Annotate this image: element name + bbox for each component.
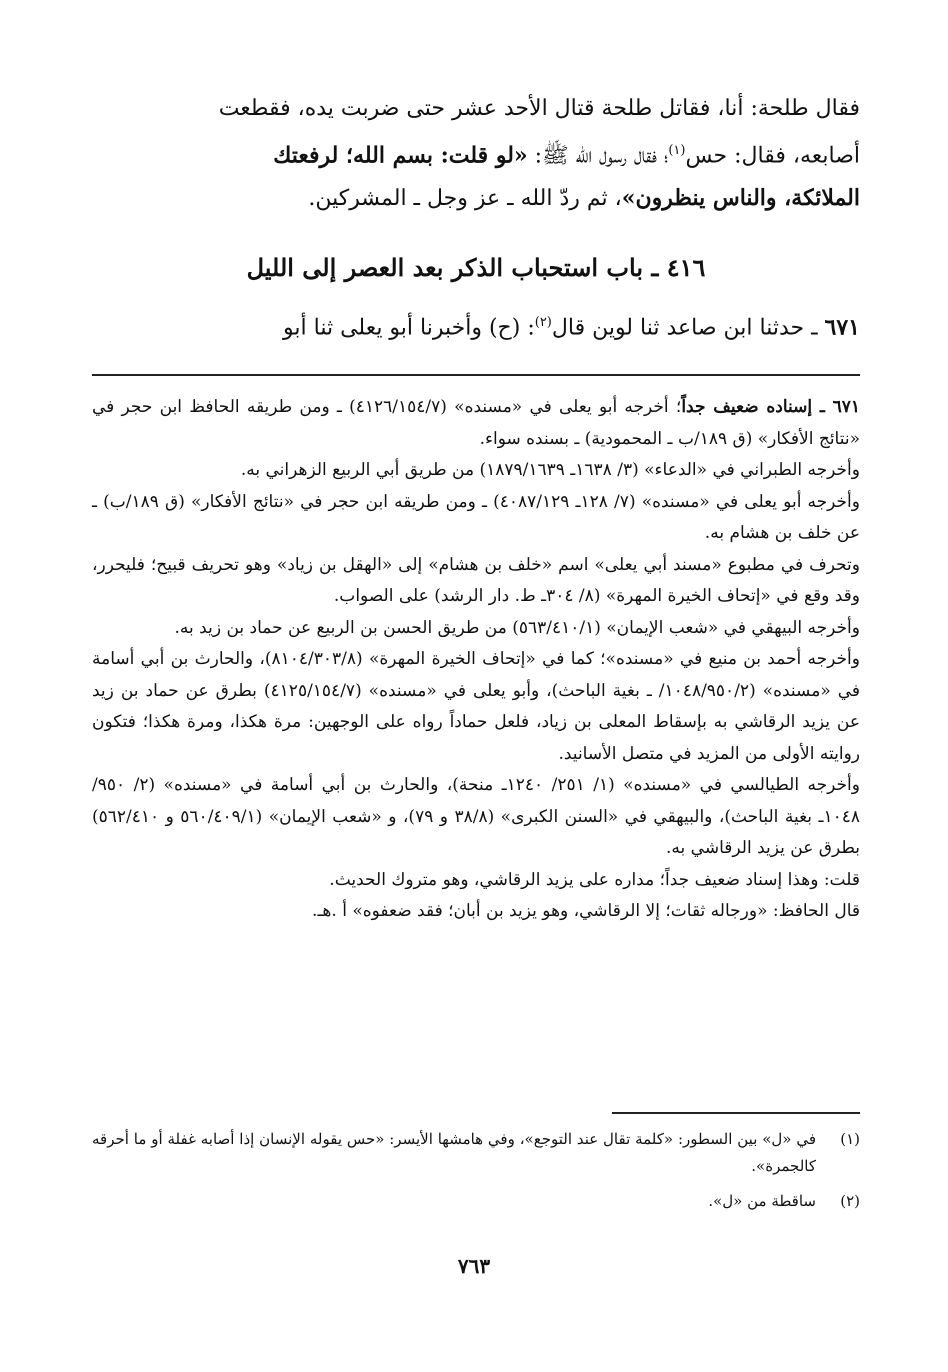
footnote-ref-2[interactable]: (٢) <box>534 315 552 331</box>
takhrij-para: وتحرف في مطبوع «مسند أبي يعلى» اسم «خلف بن هشام» إلى «الهقل بن زياد» وهو تحريف قبيح؛ فليحرر، وقد وقع في «إتحاف الخيرة المهرة» (٨/ ٣٠٤ـ ط. دار الرشد) على الصواب. <box>92 554 860 606</box>
main-line-2: أصابعه، فقال: حس$^{(١)}$؛ فقال رسول الله ﷺ: «لو قلت: بسم الله؛ لرفعتك <box>273 142 860 169</box>
takhrij-section <box>92 392 860 928</box>
footnote-1 <box>92 1126 860 1180</box>
takhrij-para: ٦٧١ ـ إسناده ضعيف جداً؛ أخرجه أبو يعلى في «مسنده» (٤١٢٦/١٥٤/٧) ـ ومن طريقه الحافظ ابن حجر في «نتائج الأفكار» (ق ١٨٩/ب ـ المحمودية) ـ بسنده سواء. <box>92 397 860 449</box>
footnote-text: في «ل» بين السطور: «كلمة تقال عند التوجع»، وفي هامشها الأيسر: «حس يقوله الإنسان إذا أصابه غفلة أو ما أحرقه كالجمرة». <box>92 1130 816 1175</box>
takhrij-para: وأخرجه الطبراني في «الدعاء» (٣/ ١٦٣٨ـ ١٨٧٩/١٦٣٩) من طريق أبي الربيع الزهراني به. <box>240 460 860 480</box>
hadith-opening: ٦٧١ ـ حدثنا ابن صاعد ثنا لوين قال$^{(٢)}$: (ح) وأخبرنا أبو يعلى ثنا أبو <box>283 314 860 341</box>
hadith-number: ٦٧١ <box>824 314 860 341</box>
page-number: ٧٦٣ <box>457 1254 491 1278</box>
takhrij-para: وأخرجه أحمد بن منيع في «مسنده»؛ كما في «إتحاف الخيرة المهرة» (٨١٠٤/٣٠٣/٨)، والحارث بن أبي أسامة في «مسنده» (١٠٤٨/٩٥٠/٢/ ـ بغية الباحث)، وأبو يعلى في «مسنده» (٤١٢٥/١٥٤/٧) بطرق عن حماد بن زيد عن يزيد الرقاشي به بإسقاط المعلى بن زياد، فلعل حماداً رواه على الوجهين: مرة هكذا، ومرة هكذا؛ فتكون روايته الأولى من المزيد في متصل الأسانيد. <box>92 649 861 764</box>
main-line-3: الملائكة، والناس ينظرون»، ثم ردّ الله ـ عز وجل ـ المشركين. <box>308 185 860 212</box>
takhrij-para: وأخرجه البيهقي في «شعب الإيمان» (٥٦٣/٤١٠/١) من طريق الحسن بن الربيع عن حماد بن زيد به. <box>174 617 860 638</box>
chapter-heading: ٤١٦ ـ باب استحباب الذكر بعد العصر إلى الليل <box>246 253 706 283</box>
takhrij-para: قلت: وهذا إسناد ضعيف جداً؛ مداره على يزيد الرقاشي، وهو متروك الحديث. <box>329 869 860 890</box>
footnote-ref-1[interactable]: (١) <box>668 143 686 158</box>
main-text <box>92 88 860 350</box>
takhrij-para: قال الحافظ: «ورجاله ثقات؛ إلا الرقاشي، وهو يزيد بن أبان؛ فقد ضعفوه» أ .هـ. <box>312 901 860 921</box>
footnote-number: (٢) <box>840 1192 860 1210</box>
footnote-text: ساقطة من «ل». <box>708 1192 816 1210</box>
footnote-2 <box>92 1188 860 1215</box>
takhrij-divider <box>92 374 860 376</box>
footnote-divider <box>612 1112 860 1114</box>
takhrij-para: وأخرجه الطيالسي في «مسنده» (١/ ٢٥١/ ١٢٤٠ـ منحة)، والحارث بن أبي أسامة في «مسنده» (٢/ ٩٥٠/ ١٠٤٨ـ بغية الباحث)، والبيهقي في «السنن الكبرى» (٣٨/٨ و ٧٩)، و «شعب الإيمان» (٥٦٠/٤٠٩/١ و ٥٦٢/٤١٠) بطرق عن يزيد الرقاشي به. <box>92 775 860 858</box>
takhrij-para: وأخرجه أبو يعلى في «مسنده» (٧/ ١٢٨ـ ٤٠٨٧/١٢٩) ـ ومن طريقه ابن حجر في «نتائج الأفكار» (ق ١٨٩/ب) ـ عن خلف بن هشام به. <box>92 491 860 543</box>
main-line-1: فقال طلحة: أنا، فقاتل طلحة قتال الأحد عشر حتى ضربت يده، فقطعت <box>218 96 860 121</box>
footnotes <box>92 1126 860 1223</box>
footnote-number: (١) <box>840 1130 860 1148</box>
